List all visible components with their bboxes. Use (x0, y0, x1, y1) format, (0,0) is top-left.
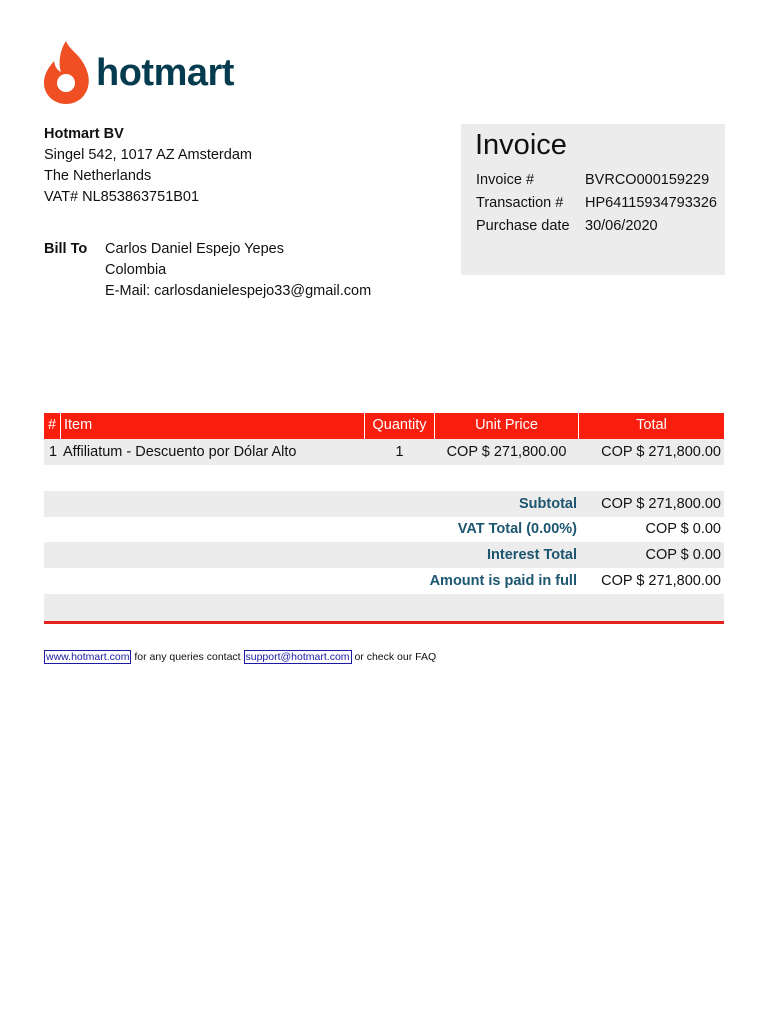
seller-address (44, 124, 252, 208)
customer-email: E-Mail: carlosdanielespejo33@gmail.com (105, 283, 372, 299)
divider-line (44, 621, 724, 624)
seller-address-line2: The Netherlands (44, 168, 152, 184)
amount-paid-value: COP $ 271,800.00 (601, 573, 721, 589)
purchase-date-label: Purchase date (476, 218, 570, 234)
purchase-date-row (476, 216, 658, 237)
vat-total-value: COP $ 0.00 (645, 521, 721, 537)
header-divider (60, 413, 61, 439)
amount-paid-row (44, 568, 724, 594)
interest-total-row (44, 542, 724, 568)
header-number: # (48, 417, 57, 433)
invoice-number-value: BVRCO000159229 (585, 172, 710, 188)
amount-paid-label: Amount is paid in full (429, 573, 577, 589)
seller-address-line1: Singel 542, 1017 AZ Amsterdam (44, 147, 252, 163)
row-quantity: 1 (395, 444, 404, 460)
row-number: 1 (49, 444, 58, 460)
items-table-header (44, 413, 724, 439)
header-item: Item (64, 417, 93, 433)
seller-vat: VAT# NL853863751B01 (44, 189, 200, 205)
header-quantity: Quantity (372, 417, 427, 433)
invoice-number-label: Invoice # (476, 172, 535, 188)
transaction-number-label: Transaction # (476, 195, 564, 211)
bill-to-details (105, 239, 371, 302)
header-total: Total (636, 417, 667, 433)
support-email-link[interactable]: support@hotmart.com (245, 651, 350, 663)
website-link[interactable]: www.hotmart.com (46, 651, 130, 663)
row-total: COP $ 271,800.00 (601, 444, 721, 460)
flame-icon (42, 39, 90, 105)
interest-total-label: Interest Total (487, 547, 577, 563)
row-unit-price: COP $ 271,800.00 (446, 444, 567, 460)
subtotal-label: Subtotal (519, 496, 577, 512)
hotmart-logo (42, 38, 234, 106)
subtotal-value: COP $ 271,800.00 (601, 496, 721, 512)
vat-total-label: VAT Total (0.00%) (457, 521, 577, 537)
subtotal-row (44, 491, 724, 517)
footer-text-1: for any queries contact (131, 651, 244, 663)
transaction-number-value: HP64115934793326 (585, 195, 717, 211)
invoice-number-row (476, 170, 709, 191)
vat-total-row (44, 516, 724, 542)
footer-text-2: or check our FAQ (351, 651, 437, 663)
transaction-number-row (476, 193, 717, 214)
seller-name: Hotmart BV (44, 126, 124, 142)
interest-total-value: COP $ 0.00 (645, 547, 721, 563)
purchase-date-value: 30/06/2020 (585, 218, 658, 234)
row-item: Affiliatum - Descuento por Dólar Alto (63, 444, 297, 460)
customer-country: Colombia (105, 262, 167, 278)
invoice-title: Invoice (475, 129, 567, 161)
header-unit-price: Unit Price (475, 417, 538, 433)
table-row (44, 439, 724, 465)
footer (44, 650, 436, 664)
totals-spacer-row (44, 594, 724, 621)
bill-to-label: Bill To (44, 241, 88, 257)
logo-wordmark: hotmart (96, 51, 234, 94)
customer-name: Carlos Daniel Espejo Yepes (105, 241, 284, 257)
